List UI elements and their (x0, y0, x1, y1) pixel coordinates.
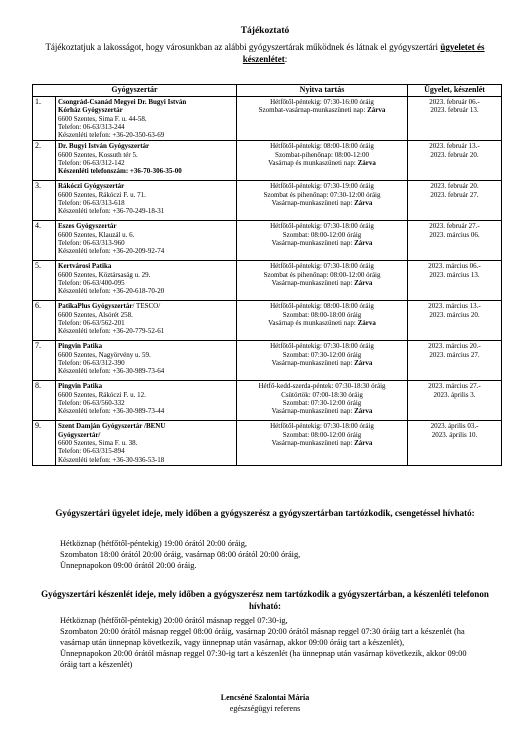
opening-hours-line (239, 319, 405, 327)
opening-hours-text: Szombat és pihenőnap: 07:30-12:00 óráig (263, 190, 381, 199)
pharmacy-phone: Telefon: 06-63/313-960 (58, 239, 125, 248)
duty-cell (408, 181, 502, 221)
pharmacy-phone: Telefon: 06-63/562-201 (58, 319, 125, 328)
closed-label: Zárva (354, 199, 373, 208)
opening-hours-line (239, 106, 405, 114)
opening-hours-text: Szombat-pihenőnap: 08:00-12:00 (275, 150, 369, 159)
closed-label: Zárva (354, 279, 373, 288)
duty-line: Ünnepnapokon 09:00 órától 20:00 óráig. (60, 561, 197, 570)
pharmacy-phone: Telefon: 06-63/400-095 (58, 279, 125, 288)
duty-cell (408, 381, 502, 421)
opening-hours-cell (237, 261, 408, 301)
header-pharmacy: Gyógyszertár (33, 85, 237, 97)
intro-text: Tájékoztatjuk a lakosságot, hogy városunkban az alábbi gyógyszertárak működnek és látnak el gyógyszertári (45, 42, 441, 52)
opening-hours-cell (237, 141, 408, 181)
pharmacy-address: 6600 Szentes, Kossuth tér 5. (58, 150, 138, 159)
duty-date: 2023. február 13.- (429, 142, 480, 151)
opening-hours-text: Vasárnap-munkaszüneti nap: (271, 439, 355, 448)
opening-hours-line (239, 271, 405, 279)
duty-line: Szombaton 18:00 órától 20:00 óráig, vasárnap 08:00 órától 20:00 óráig, (60, 550, 301, 559)
pharmacy-address: 6600 Szentes, Köztársaság u. 29. (58, 270, 151, 279)
duty-date: 2023. április 03.- (430, 422, 479, 431)
table-row (33, 181, 502, 221)
row-number: 3. (33, 181, 56, 221)
header-duty: Ügyelet, készenlét (408, 85, 502, 97)
opening-hours-line (239, 439, 405, 447)
opening-hours-cell (237, 97, 408, 141)
table-row (33, 97, 502, 141)
duty-date: 2023. március 27. (429, 350, 480, 359)
signature-name: Lencséné Szalontai Mária (220, 693, 310, 702)
pharmacy-cell (56, 421, 237, 465)
pharmacy-phone: Telefon: 06-63/313-244 (58, 122, 125, 131)
pharmacy-name: Kertvárosi Patika (58, 262, 112, 271)
duty-cell (408, 341, 502, 381)
duty-section-text (60, 538, 480, 571)
duty-cell (408, 421, 502, 465)
duty-date: 2023. február 13. (430, 106, 479, 115)
pharmacy-name: Csongrád-Csanád Megyei Dr. Bugyi István (58, 98, 187, 106)
pharmacy-name (58, 302, 234, 310)
table-body (33, 97, 502, 466)
closed-label: Zárva (367, 106, 386, 115)
pharmacy-address: 6600 Szentes, Sima F. u. 38. (58, 439, 138, 448)
opening-hours-line (239, 342, 405, 350)
table-row (33, 261, 502, 301)
pharmacy-name-suffix: / TESCO/ (132, 302, 161, 311)
opening-hours-line (239, 222, 405, 230)
opening-hours-line (239, 311, 405, 319)
opening-hours-text: Hétfőtől-péntekig: 08:00-18:00 óráig (270, 142, 374, 151)
opening-hours-line (239, 391, 405, 399)
pharmacy-standby-phone: Készenléti telefon: +36-20-618-70-20 (58, 287, 165, 296)
opening-hours-line (239, 399, 405, 407)
row-number: 2. (33, 141, 56, 181)
header-opening-hours: Nyitva tartás (237, 85, 408, 97)
opening-hours-line (239, 98, 405, 106)
pharmacy-address: 6600 Szentes, Rákóczi F. u. 71. (58, 190, 146, 199)
row-number: 1. (33, 97, 56, 141)
duty-date: 2023. április 3. (433, 390, 476, 399)
opening-hours-cell (237, 341, 408, 381)
pharmacy-address: 6600 Szentes, Alsórét 258. (58, 310, 133, 319)
duty-date: 2023. február 20. (430, 182, 479, 191)
opening-hours-text: Szombat és pihenőnap: 08:00-12:00 óráig (263, 270, 381, 279)
opening-hours-line (239, 142, 405, 150)
pharmacy-name: Gyógyszertár/ (58, 430, 101, 439)
pharmacy-address: 6600 Szentes, Nagyörvény u. 59. (58, 350, 151, 359)
duty-date: 2023. február 20. (430, 150, 479, 159)
opening-hours-text: Hétfő-kedd-szerda-péntek: 07:30-18:30 óráig (258, 382, 386, 391)
duty-date: 2023. február 27. (430, 190, 479, 199)
intro-colon: : (284, 54, 288, 64)
opening-hours-text: Vasárnap-munkaszüneti nap: (271, 279, 355, 288)
pharmacy-standby-phone: Készenléti telefon: +36-30-989-73-44 (58, 407, 165, 416)
pharmacy-standby-phone: Készenléti telefon: +36-30-989-73-64 (58, 367, 165, 376)
duty-date: 2023. március 13.- (428, 302, 481, 311)
opening-hours-text: Csütörtök: 07:00-18:30 óráig (281, 390, 363, 399)
row-number: 4. (33, 221, 56, 261)
intro-paragraph (45, 41, 485, 65)
row-number: 6. (33, 301, 56, 341)
standby-line: Ünnepnapokon 20:00 órától másnap reggel 07:30-ig tart a készenlét (ha ünnepnap után vasárnap következik, akkor 09:00 óráig tart a készenlét) (60, 649, 467, 669)
pharmacy-phone: Telefon: 06-63/313-618 (58, 199, 125, 208)
closed-label: Zárva (357, 159, 376, 168)
opening-hours-line (239, 359, 405, 367)
row-number: 5. (33, 261, 56, 301)
pharmacy-standby-phone: Készenléti telefon: +36-20-779-52-61 (58, 327, 165, 336)
pharmacy-cell (56, 261, 237, 301)
opening-hours-line (239, 431, 405, 439)
pharmacy-address: 6600 Szentes, Klauzál u. 6. (58, 230, 135, 239)
pharmacy-name: Pingvin Patika (58, 342, 103, 351)
duty-date: 2023. április 10. (431, 430, 478, 439)
pharmacy-name: Kórház Gyógyszertár (58, 106, 123, 115)
standby-line: Szombaton 20:00 órától másnap reggel 08:00 óráig, vasárnap 20:00 órától másnap reggel 07:30 óráig tart a készenlét (ha vasárnap után ünnepnap következik, vagy ünnepnap után vasárnap, akkor 09:00 óráig tart a készenlét), (60, 627, 465, 647)
opening-hours-line (239, 239, 405, 247)
duty-cell (408, 221, 502, 261)
opening-hours-line (239, 199, 405, 207)
pharmacy-cell (56, 381, 237, 421)
pharmacy-cell (56, 301, 237, 341)
opening-hours-text: Szombat-vasárnap-munkaszüneti nap: (258, 106, 368, 115)
pharmacy-cell (56, 97, 237, 141)
opening-hours-text: Vasárnap és munkaszüneti nap: (268, 319, 358, 328)
table-row (33, 421, 502, 465)
opening-hours-text: Hétfőtől-péntekig: 07:30-16:00 óráig (270, 98, 374, 106)
pharmacy-name: Eszes Gyógyszertár (58, 222, 117, 231)
intro-emphasis: ügyeletet és készenlétet (242, 42, 485, 64)
opening-hours-text: Hétfőtől-péntekig: 07:30-18:00 óráig (270, 422, 374, 431)
table-row (33, 221, 502, 261)
opening-hours-cell (237, 301, 408, 341)
opening-hours-line (239, 279, 405, 287)
duty-date: 2023. február 06.- (429, 98, 480, 106)
signature-role: egészségügyi referens (229, 704, 301, 713)
pharmacy-standby-phone: Készenléti telefon: +36-20-209-92-74 (58, 247, 165, 256)
duty-cell (408, 261, 502, 301)
pharmacy-cell (56, 341, 237, 381)
opening-hours-cell (237, 421, 408, 465)
opening-hours-line (239, 407, 405, 415)
standby-section-text (60, 615, 480, 670)
opening-hours-text: Szombat: 08:00-12:00 óráig (282, 430, 362, 439)
opening-hours-text: Szombat: 07:30-12:00 óráig (282, 350, 362, 359)
opening-hours-line (239, 302, 405, 310)
pharmacy-table (32, 84, 502, 466)
opening-hours-line (239, 151, 405, 159)
opening-hours-text: Vasárnap-munkaszüneti nap: (271, 239, 355, 248)
opening-hours-cell (237, 181, 408, 221)
row-number: 9. (33, 421, 56, 465)
opening-hours-line (239, 382, 405, 390)
opening-hours-cell (237, 381, 408, 421)
duty-date: 2023. március 20. (429, 310, 480, 319)
duty-date: 2023. március 20.- (428, 342, 481, 351)
pharmacy-address: 6600 Szentes, Sima F. u. 44-58. (58, 114, 147, 123)
opening-hours-line (239, 231, 405, 239)
pharmacy-name-bold: PatikaPlus Gyógyszertár (58, 302, 133, 311)
closed-label: Zárva (357, 319, 376, 328)
opening-hours-text: Hétfőtől-péntekig: 07:30-18:00 óráig (270, 262, 374, 271)
pharmacy-name: Dr. Bugyi István Gyógyszertár (58, 142, 150, 151)
opening-hours-text: Vasárnap és munkaszüneti nap: (268, 159, 358, 168)
opening-hours-line (239, 191, 405, 199)
pharmacy-phone: Telefon: 06-63/312-142 (58, 159, 125, 168)
opening-hours-text: Szombat: 08:00-12:00 óráig (282, 230, 362, 239)
duty-date: 2023. február 27.- (429, 222, 480, 231)
opening-hours-text: Hétfőtől-péntekig: 07:30-19:00 óráig (270, 182, 374, 191)
pharmacy-phone: Telefon: 06-63/315-894 (58, 447, 125, 456)
standby-section-title: Gyógyszertári készenlét ideje, mely időben a gyógyszerész nem tartózkodik a gyógyszertárban, a készenléti telefonon hívható: (41, 589, 489, 611)
opening-hours-text: Vasárnap-munkaszüneti nap: (271, 407, 355, 416)
opening-hours-text: Vasárnap-munkaszüneti nap: (271, 359, 355, 368)
duty-date: 2023. március 13. (429, 270, 480, 279)
pharmacy-phone: Telefon: 06-63/312-390 (58, 359, 125, 368)
duty-date: 2023. március 06.- (428, 262, 481, 271)
opening-hours-cell (237, 221, 408, 261)
opening-hours-line (239, 159, 405, 167)
duty-cell (408, 301, 502, 341)
duty-date: 2023. március 06. (429, 230, 480, 239)
pharmacy-cell (56, 141, 237, 181)
pharmacy-standby-phone: Készenléti telefonszám: +36-70-306-35-00 (58, 167, 182, 176)
duty-section-title: Gyógyszertári ügyelet ideje, mely időben a gyógyszerész a gyógyszertárban tartózkodik, csengetéssel hívható: (55, 508, 475, 518)
opening-hours-text: Hétfőtől-péntekig: 07:30-18:00 óráig (270, 342, 374, 351)
standby-line: Hétköznap (hétfőtől-péntekig) 20:00 órától másnap reggel 07:30-ig, (60, 616, 288, 625)
pharmacy-standby-phone: Készenléti telefon: +36-30-936-53-18 (58, 455, 165, 464)
row-number: 8. (33, 381, 56, 421)
table-row (33, 141, 502, 181)
opening-hours-line (239, 262, 405, 270)
opening-hours-text: Hétfőtől-péntekig: 07:30-18:00 óráig (270, 222, 374, 231)
pharmacy-standby-phone: Készenléti telefon: +36-70-249-18-31 (58, 207, 165, 216)
closed-label: Zárva (354, 407, 373, 416)
closed-label: Zárva (354, 439, 373, 448)
table-row (33, 341, 502, 381)
signature-block (0, 692, 530, 714)
duty-line: Hétköznap (hétfőtől-péntekig) 19:00 órától 20:00 óráig, (60, 539, 247, 548)
closed-label: Zárva (354, 359, 373, 368)
pharmacy-address: 6600 Szentes, Rákóczi F. u. 12. (58, 390, 146, 399)
opening-hours-text: Vasárnap-munkaszüneti nap: (271, 199, 355, 208)
pharmacy-name: Pingvin Patika (58, 382, 103, 391)
pharmacy-phone: Telefon: 06-63/560-332 (58, 399, 125, 408)
duty-cell (408, 141, 502, 181)
pharmacy-name: Rákóczi Gyógyszertár (58, 182, 125, 191)
table-row (33, 301, 502, 341)
opening-hours-line (239, 422, 405, 430)
opening-hours-text: Szombat: 07:30-12:00 óráig (282, 399, 362, 408)
opening-hours-line (239, 182, 405, 190)
pharmacy-cell (56, 221, 237, 261)
row-number: 7. (33, 341, 56, 381)
pharmacy-name: Szent Damján Gyógyszertár /BENU (58, 422, 166, 431)
opening-hours-text: Hétfőtől-péntekig: 08:00-18:00 óráig (270, 302, 374, 311)
pharmacy-standby-phone: Készenléti telefon: +36-20-350-63-69 (58, 131, 165, 140)
pharmacy-cell (56, 181, 237, 221)
duty-cell (408, 97, 502, 141)
table-header-row (33, 85, 502, 97)
document-title: Tájékoztató (240, 26, 290, 36)
table-row (33, 381, 502, 421)
closed-label: Zárva (354, 239, 373, 248)
opening-hours-line (239, 351, 405, 359)
duty-date: 2023. március 27.- (428, 382, 481, 391)
opening-hours-text: Szombat: 08:00-18:00 óráig (282, 310, 362, 319)
